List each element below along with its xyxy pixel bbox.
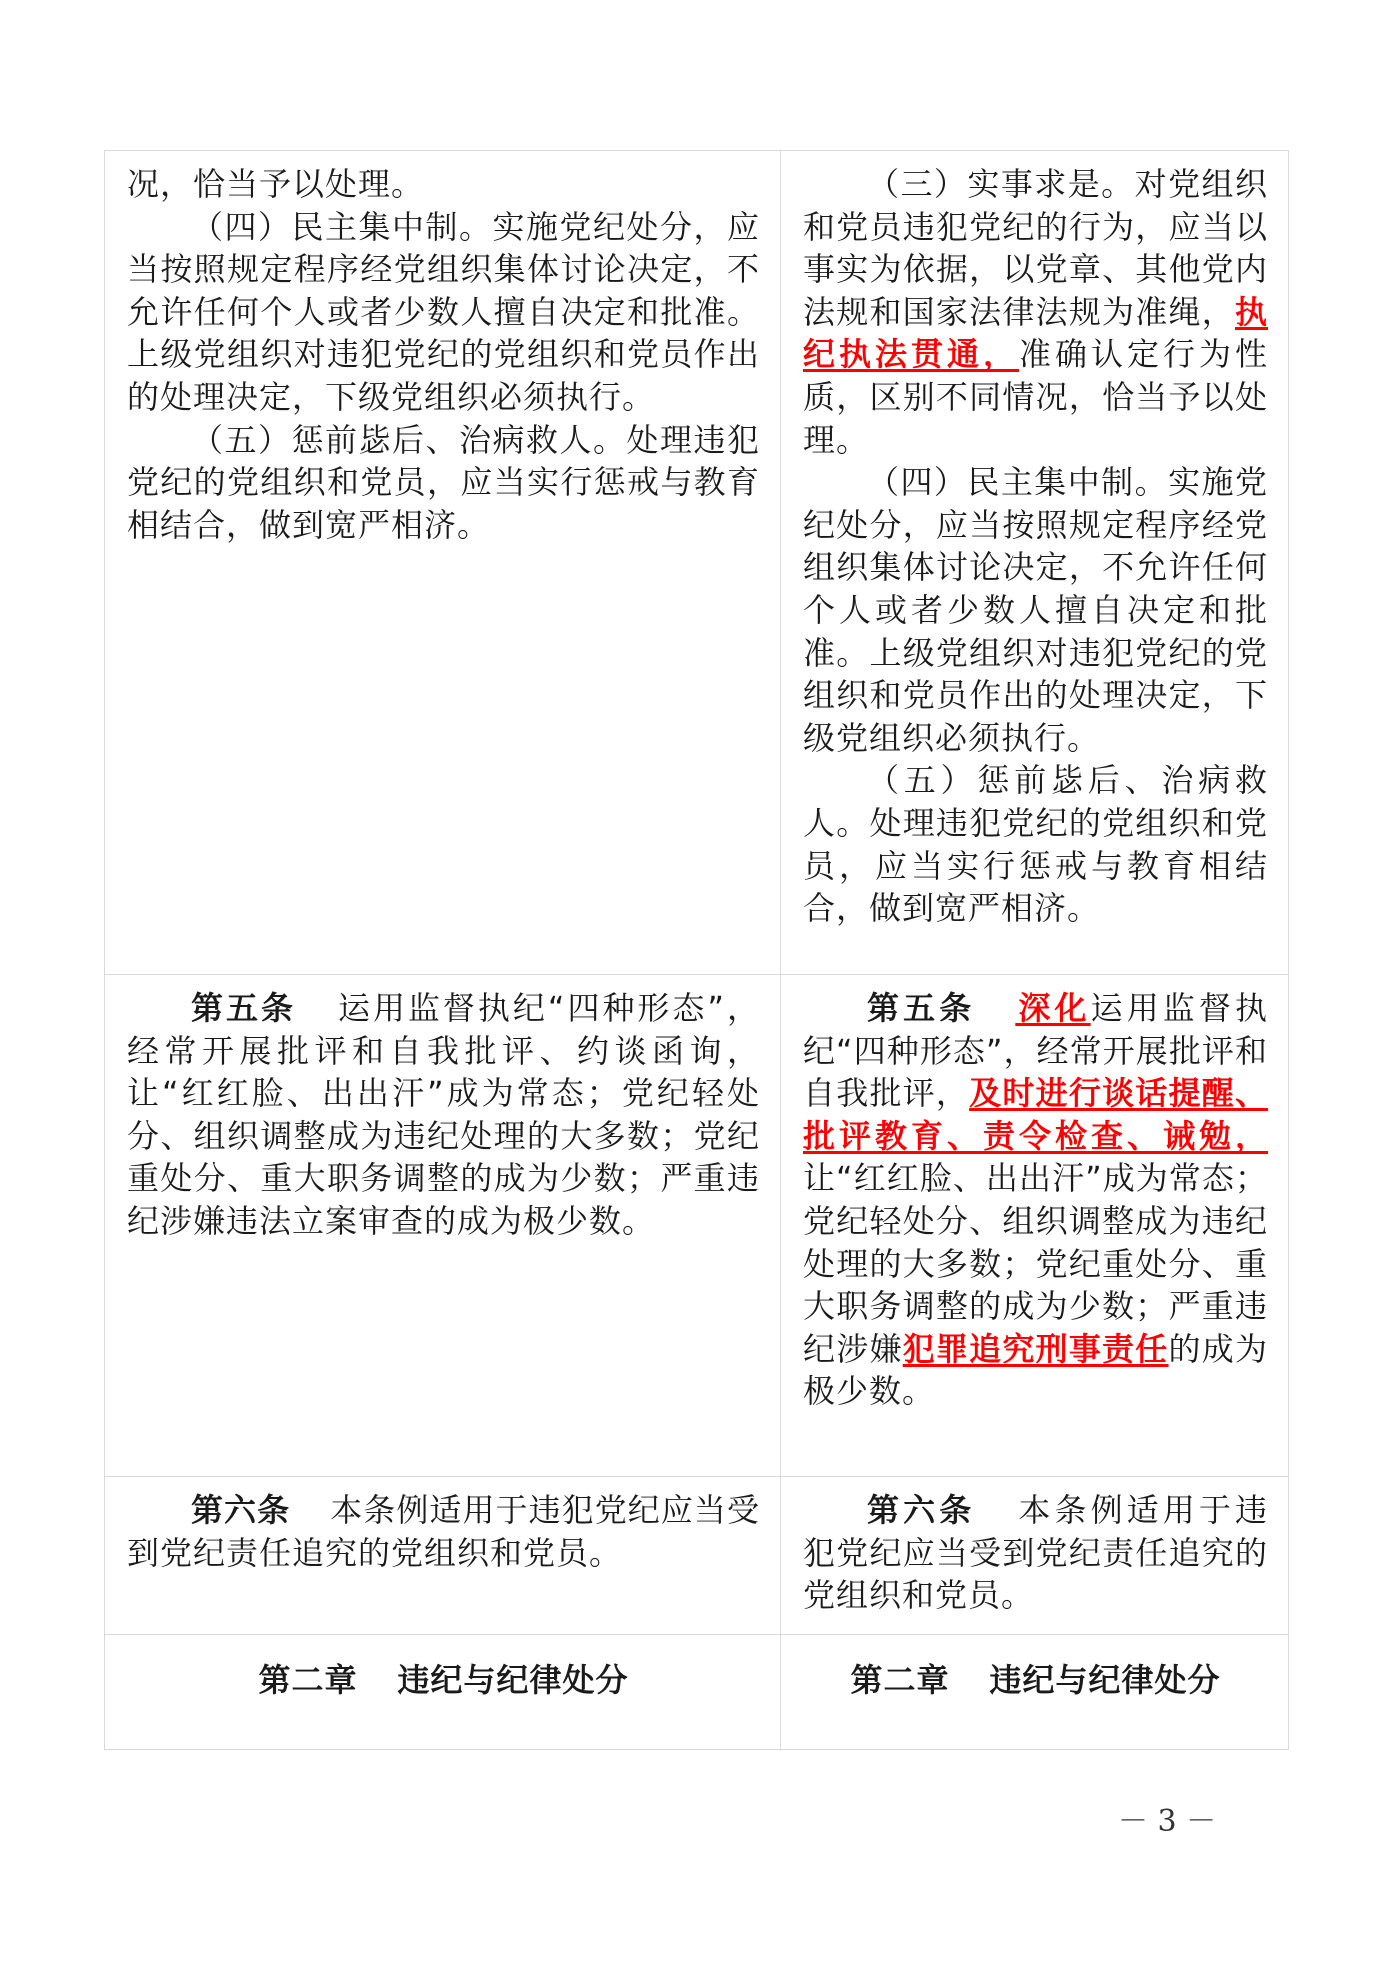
text-span: 本条例适用于违犯党纪应当受到党纪责任追究的党组织和党员。 xyxy=(803,1491,1268,1615)
paragraph: （四）民主集中制。实施党纪处分，应当按照规定程序经党组织集体讨论决定，不允许任何个人或者少数人擅自决定和批准。上级党组织对违犯党纪的党组织和党员作出的处理决定，下级党组织必须执行。 xyxy=(127,207,760,416)
table-row xyxy=(105,1635,1289,1750)
chapter-heading xyxy=(127,1655,760,1701)
highlighted-change: 犯罪追究刑事责任 xyxy=(902,1329,1169,1368)
page-number: － 3 － xyxy=(1118,1804,1217,1839)
old-text-cell xyxy=(105,151,781,975)
text-span: 本条例适用于违犯党纪应当受到党纪责任追究的党组织和党员。 xyxy=(127,1491,760,1572)
paragraph xyxy=(127,1489,760,1574)
comparison-table xyxy=(104,150,1289,1750)
paragraph xyxy=(803,987,1268,1413)
table-row xyxy=(105,975,1289,1477)
paragraph: （五）惩前毖后、治病救人。处理违犯党纪的党组织和党员，应当实行惩戒与教育相结合，做到宽严相济。 xyxy=(803,761,1268,928)
paragraph xyxy=(127,987,760,1243)
new-text-cell xyxy=(781,1635,1289,1750)
text-span: 让“红红脸、出出汗”成为常态；党纪轻处分、组织调整成为违纪处理的大多数；党纪重处分、重大职务调整的成为少数；严重违纪涉嫌 xyxy=(803,1159,1268,1368)
highlighted-change: 执纪执法贯通， xyxy=(803,292,1268,374)
highlighted-change: 及时进行谈话提醒、批评教育、责令检查、诫勉， xyxy=(803,1074,1268,1155)
text-span: 运用监督执纪“四种形态”，经常开展批评和自我批评， xyxy=(803,989,1268,1113)
table-row xyxy=(105,151,1289,975)
paragraph: 况，恰当予以处理。 xyxy=(127,165,425,203)
old-text-cell xyxy=(105,975,781,1477)
text-span: 的成为极少数。 xyxy=(803,1329,1268,1411)
chapter-number: 第二章 xyxy=(850,1661,950,1699)
chapter-title: 违纪与纪律处分 xyxy=(397,1661,629,1699)
paragraph xyxy=(803,163,1268,461)
article-label: 第五条 xyxy=(191,989,296,1027)
text-span: 准确认定行为性质，区别不同情况，恰当予以处理。 xyxy=(803,335,1268,459)
text-span: （三）实事求是。对党组织和党员违犯党纪的行为，应当以事实为依据，以党章、其他党内法规和国家法律法规为准绳， xyxy=(803,165,1268,331)
new-text-cell xyxy=(781,1477,1289,1635)
old-text-cell xyxy=(105,1635,781,1750)
chapter-number: 第二章 xyxy=(258,1661,358,1699)
paragraph: （五）惩前毖后、治病救人。处理违犯党纪的党组织和党员，应当实行惩戒与教育相结合，做到宽严相济。 xyxy=(127,420,760,544)
highlighted-change: 深化 xyxy=(1015,989,1091,1027)
paragraph xyxy=(803,1489,1268,1617)
new-text-cell xyxy=(781,151,1289,975)
text-span: 运用监督执纪“四种形态”，经常开展批评和自我批评、约谈函询，让“红红脸、出出汗”成为常态；党纪轻处分、组织调整成为违纪处理的大多数；党纪重处分、重大职务调整的成为少数；严重违纪涉嫌违法立案审查的成为极少数。 xyxy=(127,989,760,1240)
article-label: 第六条 xyxy=(191,1491,291,1529)
new-text-cell xyxy=(781,975,1289,1477)
article-label: 第六条 xyxy=(867,1491,976,1529)
chapter-heading xyxy=(803,1655,1268,1701)
chapter-title: 违纪与纪律处分 xyxy=(989,1661,1221,1699)
table-row xyxy=(105,1477,1289,1635)
paragraph: （四）民主集中制。实施党纪处分，应当按照规定程序经党组织集体讨论决定，不允许任何个人或者少数人擅自决定和批准。上级党组织对违犯党纪的党组织和党员作出的处理决定，下级党组织必须执行。 xyxy=(803,463,1268,757)
article-label: 第五条 xyxy=(867,989,976,1027)
old-text-cell xyxy=(105,1477,781,1635)
